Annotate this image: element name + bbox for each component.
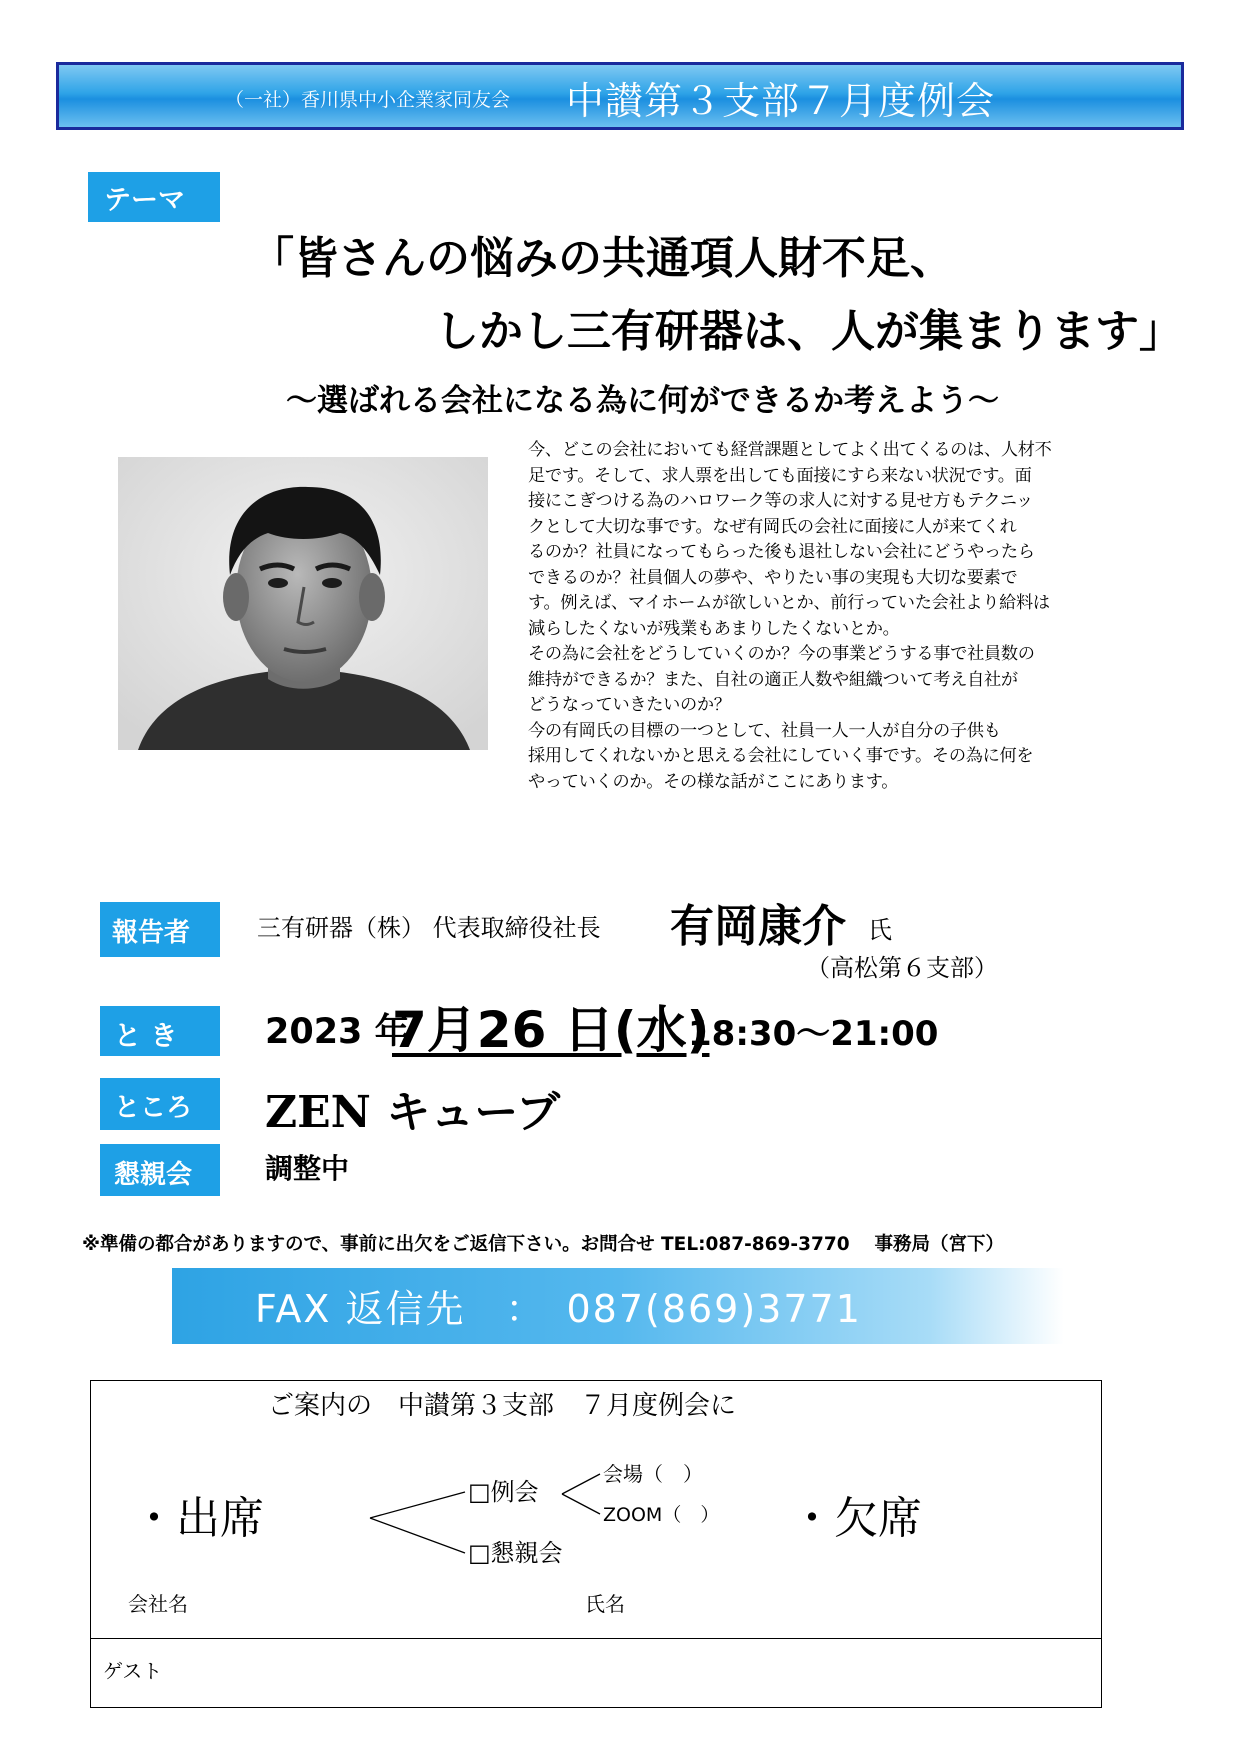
party-checkbox[interactable]: □懇親会	[468, 1539, 563, 1567]
theme-subtitle: ～選ばれる会社になる為に何ができるか考えよう～	[286, 383, 999, 419]
party-label: 懇親会	[100, 1144, 220, 1196]
form-divider	[90, 1638, 1102, 1639]
banner-title: 中讃第３支部７月度例会	[566, 79, 996, 123]
fax-number: FAX 返信先 ： 087(869)3771	[255, 1287, 862, 1331]
reporter-label: 報告者	[100, 902, 220, 957]
venue-option[interactable]: 会場（ ）	[603, 1462, 703, 1486]
reporter-name: 有岡康介	[670, 901, 846, 952]
place-name: ZEN キューブ	[265, 1087, 560, 1138]
company-name-label: 会社名	[128, 1592, 188, 1616]
party-status: 調整中	[265, 1152, 350, 1185]
absent-option[interactable]: ・欠席	[790, 1493, 922, 1544]
reporter-honorific: 氏	[868, 916, 892, 944]
attend-option[interactable]: ・出席	[132, 1493, 264, 1544]
zoom-option[interactable]: ZOOM（ ）	[603, 1504, 720, 1526]
person-name-label: 氏名	[585, 1592, 625, 1616]
theme-title-line1: 「皆さんの悩みの共通項人財不足、	[250, 233, 954, 284]
reporter-branch: （高松第６支部）	[806, 954, 998, 982]
guest-label: ゲスト	[103, 1659, 163, 1683]
reporter-company: 三有研器（株） 代表取締役社長	[257, 914, 601, 942]
meeting-checkbox[interactable]: □例会	[468, 1478, 539, 1506]
speaker-photo	[118, 457, 488, 750]
date-year: 2023 年	[265, 1012, 410, 1052]
form-intro: ご案内の 中讃第３支部 ７月度例会に	[268, 1391, 737, 1421]
theme-title-line2: しかし三有研器は、人が集まります」	[435, 306, 1183, 357]
date-day: 7月26 日(水)	[392, 1001, 710, 1059]
theme-label: テーマ	[88, 172, 220, 222]
theme-description: 今、どこの会社においても経営課題としてよく出てくるのは、人材不 足です。そして、求人票を出しても面接にすら来ない状況です。面 接にこぎつける為のハロワーク等の求人に対する見せ方もテクニッ クとして大切な事です。なぜ有岡氏の会社に面接に人が来てくれ るのか？社員になってもらった後も退社しない会社にどうやったら できるのか？社員個人の夢や、やりたい事の実現も大切な要素で す。例えば、マイホームが欲しいとか、前行っていた会社より給料は 減らしたくないが残業もあまりしたくないとか。 その為に会社をどうしていくのか？今の事業どうする事で社員数の 維持ができるか？また、自社の適正人数や組織ついて考え自社が どうなっていきたいのか？ 今の有岡氏の目標の一つとして、社員一人一人が自分の子供も 採用してくれないかと思える会社にしていく事です。その為に何を やっていくのか。その様な話がここにあります。	[528, 440, 1052, 792]
rsvp-notice: ※準備の都合がありますので、事前に出欠をご返信下さい。お問合せ TEL:087-869-3770 事務局（宮下）	[82, 1234, 1005, 1255]
place-label: ところ	[100, 1078, 220, 1130]
date-time: 18:30～21:00	[688, 1014, 939, 1054]
date-label: と き	[100, 1006, 220, 1056]
banner-organization: （一社）香川県中小企業家同友会	[225, 89, 511, 111]
speaker-portrait-image	[118, 457, 488, 750]
